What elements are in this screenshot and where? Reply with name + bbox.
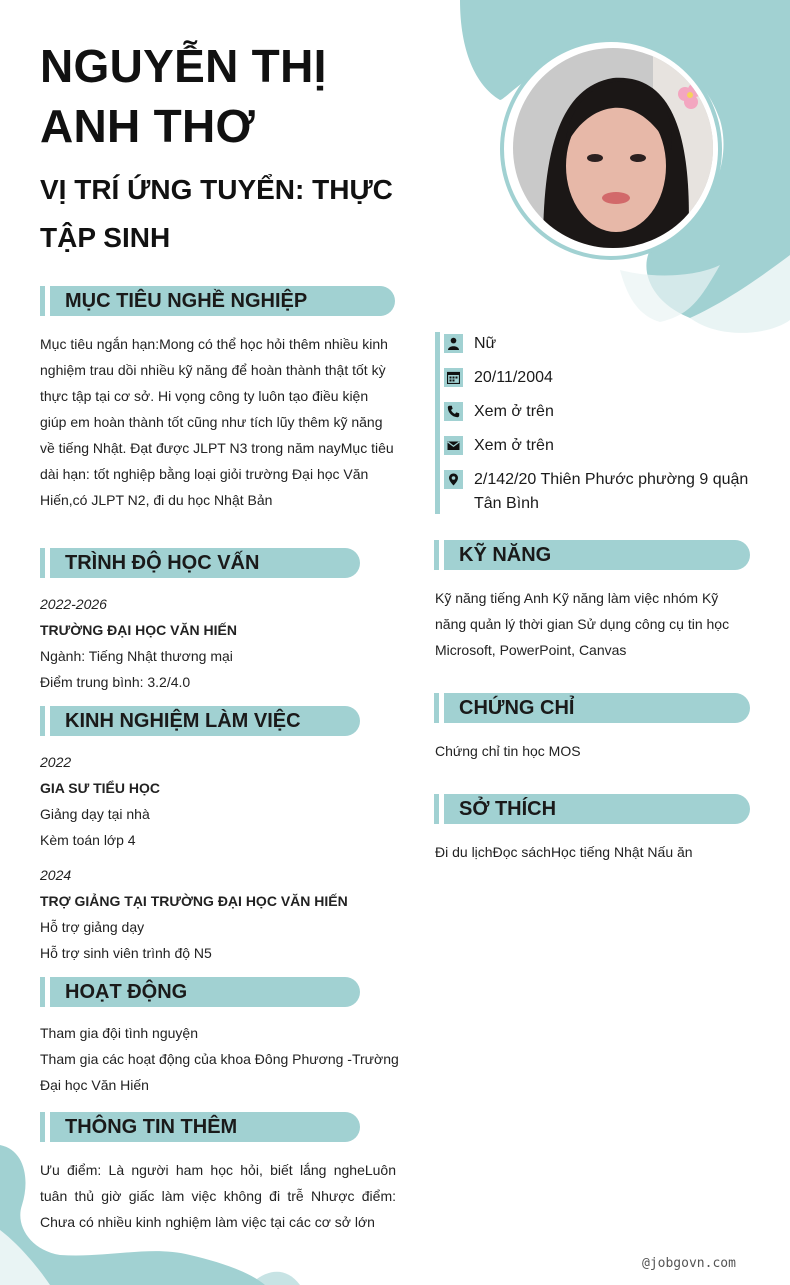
education-block (40, 591, 396, 695)
section-header-experience (50, 706, 360, 736)
job-position: VỊ TRÍ ỨNG TUYỂN: THỰC TẬP SINH (40, 174, 393, 253)
section-title: THÔNG TIN THÊM (65, 1116, 238, 1138)
section-header-career-objective (50, 286, 395, 316)
section-header-activities (50, 977, 360, 1007)
experience-year: 2022 (40, 754, 72, 770)
contact-address (444, 468, 764, 516)
avatar (513, 48, 713, 248)
section-title: SỞ THÍCH (459, 798, 557, 820)
section-title: MỤC TIÊU NGHỀ NGHIỆP (65, 290, 308, 312)
education-period: 2022-2026 (40, 596, 107, 612)
experience-item (40, 862, 396, 966)
section-header-hobbies (444, 794, 750, 824)
mail-icon (444, 436, 463, 455)
experience-year: 2024 (40, 867, 72, 883)
watermark: @jobgovn.com (642, 1256, 736, 1271)
experience-detail: Giảng dạy tại nhà (40, 806, 150, 822)
experience-detail: Hỗ trợ giảng dạy (40, 919, 145, 935)
experience-detail: Kèm toán lớp 4 (40, 832, 136, 848)
section-header-skills (444, 540, 750, 570)
education-major: Ngành: Tiếng Nhật thương mại (40, 648, 233, 664)
contact-email (444, 434, 764, 458)
experience-role: TRỢ GIẢNG TẠI TRƯỜNG ĐẠI HỌC VĂN HIẾN (40, 893, 348, 909)
activity-line: Tham gia đội tình nguyện (40, 1025, 198, 1041)
section-title: TRÌNH ĐỘ HỌC VẤN (65, 552, 260, 574)
person-icon (444, 334, 463, 353)
candidate-name: NGUYỄN THỊ ANH THƠ (40, 40, 327, 152)
contact-birthday-value: 20/11/2004 (474, 369, 553, 386)
contact-address-value: 2/142/20 Thiên Phước phường 9 quận Tân Bình (474, 471, 749, 512)
skills-text: Kỹ năng tiếng Anh Kỹ năng làm việc nhóm Kỹ năng quản lý thời gian Sử dụng công cụ tin học Microsoft, PowerPoint, Canvas (435, 590, 730, 658)
contact-gender-value: Nữ (474, 335, 497, 352)
contact-phone (444, 400, 764, 424)
activity-line: Tham gia các hoạt động của khoa Đông Phương -Trường Đại học Văn Hiến (40, 1051, 399, 1093)
section-title: CHỨNG CHỈ (459, 697, 575, 719)
section-header-additional-info (50, 1112, 360, 1142)
section-title: HOẠT ĐỘNG (65, 981, 188, 1003)
certificates-text: Chứng chỉ tin học MOS (435, 743, 581, 759)
additional-info-text: Ưu điểm: Là người ham học hỏi, biết lắng ngheLuôn tuân thủ giờ giấc làm việc không đi trễ Nhược điểm: Chưa có nhiều kinh nghiệm làm việc tại các cơ sở lớn (40, 1162, 396, 1230)
section-title: KỸ NĂNG (459, 544, 552, 566)
experience-role: GIA SƯ TIỂU HỌC (40, 780, 160, 796)
contact-email-value: Xem ở trên (474, 437, 554, 454)
activities-block (40, 1020, 400, 1098)
contact-gender (444, 332, 764, 356)
section-title: KINH NGHIỆM LÀM VIỆC (65, 710, 301, 732)
hobbies-text: Đi du lịchĐọc sáchHọc tiếng Nhật Nấu ăn (435, 844, 693, 860)
section-header-certificates (444, 693, 750, 723)
phone-icon (444, 402, 463, 421)
experience-detail: Hỗ trợ sinh viên trình độ N5 (40, 945, 212, 961)
contact-birthday (444, 366, 764, 390)
section-header-education (50, 548, 360, 578)
calendar-icon (444, 368, 463, 387)
career-objective-text: Mục tiêu ngắn hạn:Mong có thể học hỏi thêm nhiều kinh nghiệm trau dồi nhiều kỹ năng để hoàn thành thật tốt kỳ thực tập tại cơ sở. Hi vọng công ty luôn tạo điều kiện giúp em hoàn thành tốt cũng như tích lũy thêm kỹ năng về tiếng Nhật. Đạt được JLPT N3 trong năm nayMục tiêu dài hạn: tốt nghiệp bằng loại giỏi trường Đại học Văn Hiến,có JLPT N2, đi du học Nhật Bản (40, 336, 394, 508)
education-gpa: Điểm trung bình: 3.2/4.0 (40, 674, 191, 690)
contact-phone-value: Xem ở trên (474, 403, 554, 420)
location-icon (444, 470, 463, 489)
contact-accent-bar (435, 332, 440, 514)
experience-item (40, 749, 396, 853)
education-school: TRƯỜNG ĐẠI HỌC VĂN HIẾN (40, 622, 238, 638)
